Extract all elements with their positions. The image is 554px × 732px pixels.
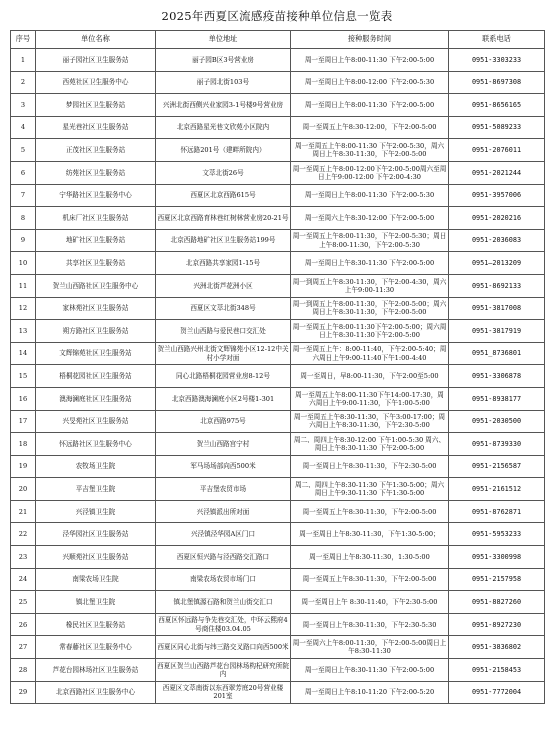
table-row — [11, 659, 545, 682]
table-row — [11, 500, 545, 523]
table-row — [11, 410, 545, 433]
cell-unit-name: 机床厂社区卫生服务站 — [36, 207, 156, 230]
cell-unit-address: 兴泾镇泾华园A区门口 — [156, 523, 291, 546]
cell-index: 15 — [11, 365, 36, 388]
cell-service-hours: 周一至周日上午8:30-11:30，下午2:30-5:00 — [291, 455, 449, 478]
vaccination-sites-table — [10, 30, 545, 704]
cell-unit-address: 北京西路地矿社区卫生服务站199号 — [156, 229, 291, 252]
cell-index: 28 — [11, 659, 36, 682]
cell-index: 5 — [11, 139, 36, 162]
table-row — [11, 320, 545, 343]
cell-phone: 0951-8697308 — [449, 71, 545, 94]
cell-index: 26 — [11, 613, 36, 636]
cell-index: 1 — [11, 49, 36, 72]
table-row — [11, 387, 545, 410]
cell-service-hours: 周一至周五上午8:00-11:30，下午2:00-5:30；周日上午8:00-11:30，下午2:00-5:30 — [291, 229, 449, 252]
table-row — [11, 71, 545, 94]
table-row — [11, 274, 545, 297]
cell-unit-name: 澳海澜庭社区卫生服务站 — [36, 387, 156, 410]
cell-unit-name: 梦园社区卫生服务站 — [36, 94, 156, 117]
cell-unit-name: 地矿社区卫生服务站 — [36, 229, 156, 252]
cell-index: 6 — [11, 161, 36, 184]
cell-unit-name: 家林苑社区卫生服务站 — [36, 297, 156, 320]
cell-phone: 0951-3300998 — [449, 546, 545, 569]
table-row — [11, 681, 545, 704]
cell-unit-name: 南梁农场卫生院 — [36, 568, 156, 591]
cell-index: 2 — [11, 71, 36, 94]
cell-unit-address: 西夏区恒兴路与泾西路交汇路口 — [156, 546, 291, 569]
cell-unit-name: 梧桐花园社区卫生服务站 — [36, 365, 156, 388]
cell-index: 11 — [11, 274, 36, 297]
cell-service-hours: 周一至周日上午8:30-11:30 下午2:00-5:00 — [291, 659, 449, 682]
page-title: 2025年西夏区流感疫苗接种单位信息一览表 — [161, 9, 393, 23]
cell-phone: 0951-3957006 — [449, 184, 545, 207]
cell-phone: 0951-3836802 — [449, 636, 545, 659]
cell-unit-address: 镇北堡镇源石路和贺兰山街交汇口 — [156, 591, 291, 614]
cell-service-hours: 周二、周四上午8:30-11:30 下午1:30-5:00；周六周日上午9:30-11:30 下午1:30-5:00 — [291, 478, 449, 501]
table-row — [11, 342, 545, 365]
cell-phone: 0951-8739330 — [449, 433, 545, 456]
cell-unit-address: 兴洲北街芦花洲小区 — [156, 274, 291, 297]
cell-unit-address: 军马场场部向西500米 — [156, 455, 291, 478]
table-row — [11, 139, 545, 162]
cell-service-hours: 周一至周五上午8:30-11:30，下午2:00-5:00 — [291, 568, 449, 591]
cell-phone: 0951-8656165 — [449, 94, 545, 117]
cell-phone: 0951-2158453 — [449, 659, 545, 682]
cell-service-hours: 周一到周五上午8:30-11:30，下午2:00-4:30，周六上午9:00-11:30 — [291, 274, 449, 297]
cell-index: 4 — [11, 116, 36, 139]
cell-service-hours: 周一至周六上午8:00-11:30，下午2:00-5:00周日上午8:30-11:30 — [291, 636, 449, 659]
cell-phone: 0951-2021244 — [449, 161, 545, 184]
cell-unit-name: 共享社区卫生服务站 — [36, 252, 156, 275]
cell-unit-address: 文萃北街26号 — [156, 161, 291, 184]
cell-unit-address: 北京西路星光巷文欣苑小区院内 — [156, 116, 291, 139]
cell-unit-name: 常春藤社区卫生服务中心 — [36, 636, 156, 659]
cell-service-hours: 周一至周日上午8:30-11:30，下午2:30-5:30 — [291, 613, 449, 636]
cell-phone: 0951—2013209 — [449, 252, 545, 275]
cell-index: 10 — [11, 252, 36, 275]
cell-index: 19 — [11, 455, 36, 478]
cell-index: 12 — [11, 297, 36, 320]
cell-service-hours: 周一至周日上午8:00-11:30 下午2:00-5:30 — [291, 184, 449, 207]
cell-unit-name: 平吉堡卫生院 — [36, 478, 156, 501]
table-row — [11, 297, 545, 320]
cell-phone: 0951-8938177 — [449, 387, 545, 410]
cell-unit-name: 镇北堡卫生院 — [36, 591, 156, 614]
cell-phone: 0951_8736801 — [449, 342, 545, 365]
cell-unit-name: 怀远路社区卫生服务中心 — [36, 433, 156, 456]
cell-unit-address: 西夏区北京西路615号 — [156, 184, 291, 207]
cell-index: 23 — [11, 546, 36, 569]
cell-index: 22 — [11, 523, 36, 546]
cell-index: 20 — [11, 478, 36, 501]
cell-service-hours: 周一至周日上午8:00-12:00 下午2:00-5:30 — [291, 71, 449, 94]
table-row — [11, 94, 545, 117]
cell-unit-name: 芦花台园林场社区卫生服务站 — [36, 659, 156, 682]
cell-service-hours: 周一至周五上午：8:00-11:40，下午2:00-5:40；周六周日上午9:00-11:40下午1:00-4:40 — [291, 342, 449, 365]
cell-index: 8 — [11, 207, 36, 230]
cell-service-hours: 周一至周五上午8:00-12:00下午2:00-5:00周六至周日上午9:00-12:00 下午2:00-4:30 — [291, 161, 449, 184]
cell-index: 7 — [11, 184, 36, 207]
cell-phone: 0951-8827260 — [449, 591, 545, 614]
cell-unit-name: 西苑社区卫生服务中心 — [36, 71, 156, 94]
cell-index: 16 — [11, 387, 36, 410]
cell-unit-name: 星光巷社区卫生服务站 — [36, 116, 156, 139]
cell-phone: 0951-2036083 — [449, 229, 545, 252]
cell-unit-address: 北京西路共享家园1-15号 — [156, 252, 291, 275]
cell-index: 9 — [11, 229, 36, 252]
cell-unit-address: 平吉堡农贸市场 — [156, 478, 291, 501]
cell-unit-name: 宁华路社区卫生服务中心 — [36, 184, 156, 207]
cell-phone: 0951-8762871 — [449, 500, 545, 523]
cell-unit-name: 朔方路社区卫生服务站 — [36, 320, 156, 343]
cell-phone: 0951-7772004 — [449, 681, 545, 704]
cell-phone: 0951-8692133 — [449, 274, 545, 297]
cell-unit-address: 丽子园北街103号 — [156, 71, 291, 94]
cell-unit-name: 贺兰山西路社区卫生服务中心 — [36, 274, 156, 297]
cell-service-hours: 周一至周日上午 8:30-11:40，下午2:30-5:00 — [291, 591, 449, 614]
cell-index: 13 — [11, 320, 36, 343]
cell-service-hours: 周一至周日上午8:30-11:30 下午2:00-5:00 — [291, 252, 449, 275]
table-body — [11, 49, 545, 704]
table-row — [11, 116, 545, 139]
cell-phone: 0951-2076011 — [449, 139, 545, 162]
cell-unit-name: 泾华园社区卫生服务站 — [36, 523, 156, 546]
cell-unit-name: 北京西路社区卫生服务中心 — [36, 681, 156, 704]
table-row — [11, 433, 545, 456]
cell-service-hours: 周一至周五上午8:00-11:30下午14:00-17:30，周六周日上午9:00-11:30，下午1:00-5:00 — [291, 387, 449, 410]
cell-unit-address: 西夏区文萃北街348号 — [156, 297, 291, 320]
cell-service-hours: 周一至周五上午8:00-11:30下午2:00-5:00；周六周日上午8:30-11:30下午2:00-5:00 — [291, 320, 449, 343]
table-row — [11, 365, 545, 388]
cell-service-hours: 周一至周日上午8:10-11:20 下午2:00-5:20 — [291, 681, 449, 704]
cell-unit-address: 兴洲北街西侧兴业家园3-1号楼9号营业房 — [156, 94, 291, 117]
table-header — [11, 31, 545, 49]
table-row — [11, 523, 545, 546]
cell-unit-name: 纺苑社区卫生服务站 — [36, 161, 156, 184]
cell-unit-address: 南梁农场农贸市场门口 — [156, 568, 291, 591]
cell-unit-address: 兴泾镇派出所对面 — [156, 500, 291, 523]
cell-service-hours: 周一至周日上午8:30-11:30，下午1:30-5:00； — [291, 523, 449, 546]
cell-unit-address: 贺兰山西路宫宁村 — [156, 433, 291, 456]
cell-unit-name: 农牧场卫生院 — [36, 455, 156, 478]
cell-unit-address: 贺兰山西路兴州北街文辉锦苑小区12-12中关村小学对面 — [156, 342, 291, 365]
cell-service-hours: 周一至周五上午8:30-11:30，下午3:00-17:00；周六周日上午8:30-11:30，下午2:30-5:00 — [291, 410, 449, 433]
cell-unit-name: 丽子园社区卫生服务站 — [36, 49, 156, 72]
cell-index: 14 — [11, 342, 36, 365]
table-row — [11, 546, 545, 569]
cell-unit-address: 西夏区文萃南街以东西翠芳庭20号营业楼201室 — [156, 681, 291, 704]
table-row — [11, 207, 545, 230]
table-row — [11, 478, 545, 501]
cell-unit-name: 兴泾镇卫生院 — [36, 500, 156, 523]
cell-service-hours: 周一至周日上午8:00-11:30 下午2:00-5:00 — [291, 49, 449, 72]
cell-service-hours: 周一至周五上午8:30-12:00，下午2:00-5:00 — [291, 116, 449, 139]
cell-phone: 0951-3817919 — [449, 320, 545, 343]
cell-unit-address: 贺兰山西路与爱民巷口交汇处 — [156, 320, 291, 343]
cell-unit-address: 西夏区贺兰山西路芦花台园林场构杞研究所院内 — [156, 659, 291, 682]
cell-phone: 0951-2020216 — [449, 207, 545, 230]
table-row — [11, 613, 545, 636]
cell-unit-address: 西夏区怀远路与争先巷交汇处，中环云熙府4号商住楼03.04.05 — [156, 613, 291, 636]
cell-unit-name: 橡民社区卫生服务站 — [36, 613, 156, 636]
cell-index: 29 — [11, 681, 36, 704]
cell-service-hours: 周一到周五上午8:00-11:30，下午2:00-5:00；周六周日上午8:30-11:30，下午2:00-5:00 — [291, 297, 449, 320]
cell-index: 25 — [11, 591, 36, 614]
cell-phone: 0951-5089233 — [449, 116, 545, 139]
cell-service-hours: 周一至周五上午8:00-11:30 下午2:00-5:30，周六周日上午8:30-11:30，下午2:00-5:00 — [291, 139, 449, 162]
cell-index: 17 — [11, 410, 36, 433]
cell-service-hours: 周二、周四上午8:30-12:00 下午1:00-5:30 周六、周日上午8:30-11:30 下午2:00-5:00 — [291, 433, 449, 456]
cell-index: 18 — [11, 433, 36, 456]
cell-phone: 0951-8927230 — [449, 613, 545, 636]
cell-unit-address: 同心北路梧桐花园营业房8-12号 — [156, 365, 291, 388]
header-index: 序号 — [11, 31, 36, 49]
cell-service-hours: 周一至周六上午8:30-12:00 下午2:00-5:00 — [291, 207, 449, 230]
table-row — [11, 184, 545, 207]
cell-unit-name: 兴顺苑社区卫生服务站 — [36, 546, 156, 569]
cell-index: 3 — [11, 94, 36, 117]
cell-service-hours: 周一至周日上午8:30-11:30，1:30-5:00 — [291, 546, 449, 569]
cell-service-hours: 周一至周日，早8:00-11:30，下午2:00至5:00 — [291, 365, 449, 388]
cell-index: 24 — [11, 568, 36, 591]
cell-unit-address: 西夏区同心北街与纬三路交叉路口向西500米 — [156, 636, 291, 659]
header-phone: 联系电话 — [449, 31, 545, 49]
table-row — [11, 591, 545, 614]
cell-unit-address: 西夏区北京西路育林巷红树林营业房20-21号 — [156, 207, 291, 230]
cell-unit-address: 北京西路975号 — [156, 410, 291, 433]
table-row — [11, 161, 545, 184]
cell-unit-address: 北京西路澳海澜庭小区2号楼1-301 — [156, 387, 291, 410]
cell-index: 27 — [11, 636, 36, 659]
header-unit-address: 单位地址 — [156, 31, 291, 49]
table-row — [11, 455, 545, 478]
table-row — [11, 636, 545, 659]
cell-phone: 0951-2030500 — [449, 410, 545, 433]
cell-phone: 0951-2157958 — [449, 568, 545, 591]
cell-phone: 0951-2161512 — [449, 478, 545, 501]
header-row — [11, 31, 545, 49]
cell-phone: 0951-5953233 — [449, 523, 545, 546]
table-row — [11, 252, 545, 275]
cell-unit-name: 兴旻苑社区卫生服务站 — [36, 410, 156, 433]
table-row — [11, 49, 545, 72]
cell-phone: 0951-3303233 — [449, 49, 545, 72]
cell-unit-address: 丽子园B区3号营业房 — [156, 49, 291, 72]
table-row — [11, 568, 545, 591]
cell-unit-name: 文辉锦苑社区卫生服务站 — [36, 342, 156, 365]
header-unit-name: 单位名称 — [36, 31, 156, 49]
cell-index: 21 — [11, 500, 36, 523]
cell-phone: 0951-2156587 — [449, 455, 545, 478]
header-service-hours: 接种服务时间 — [291, 31, 449, 49]
cell-unit-name: 正茂社区卫生服务站 — [36, 139, 156, 162]
table-row — [11, 229, 545, 252]
cell-phone: 0951-3817008 — [449, 297, 545, 320]
cell-unit-address: 怀远路201号（建畔所院内） — [156, 139, 291, 162]
cell-service-hours: 周一至周日上午8:00-11:30 下午2:00-5:00 — [291, 94, 449, 117]
cell-phone: 0951-3306878 — [449, 365, 545, 388]
cell-service-hours: 周一至周五上午8:30-11:30，下午2:00-5:00 — [291, 500, 449, 523]
